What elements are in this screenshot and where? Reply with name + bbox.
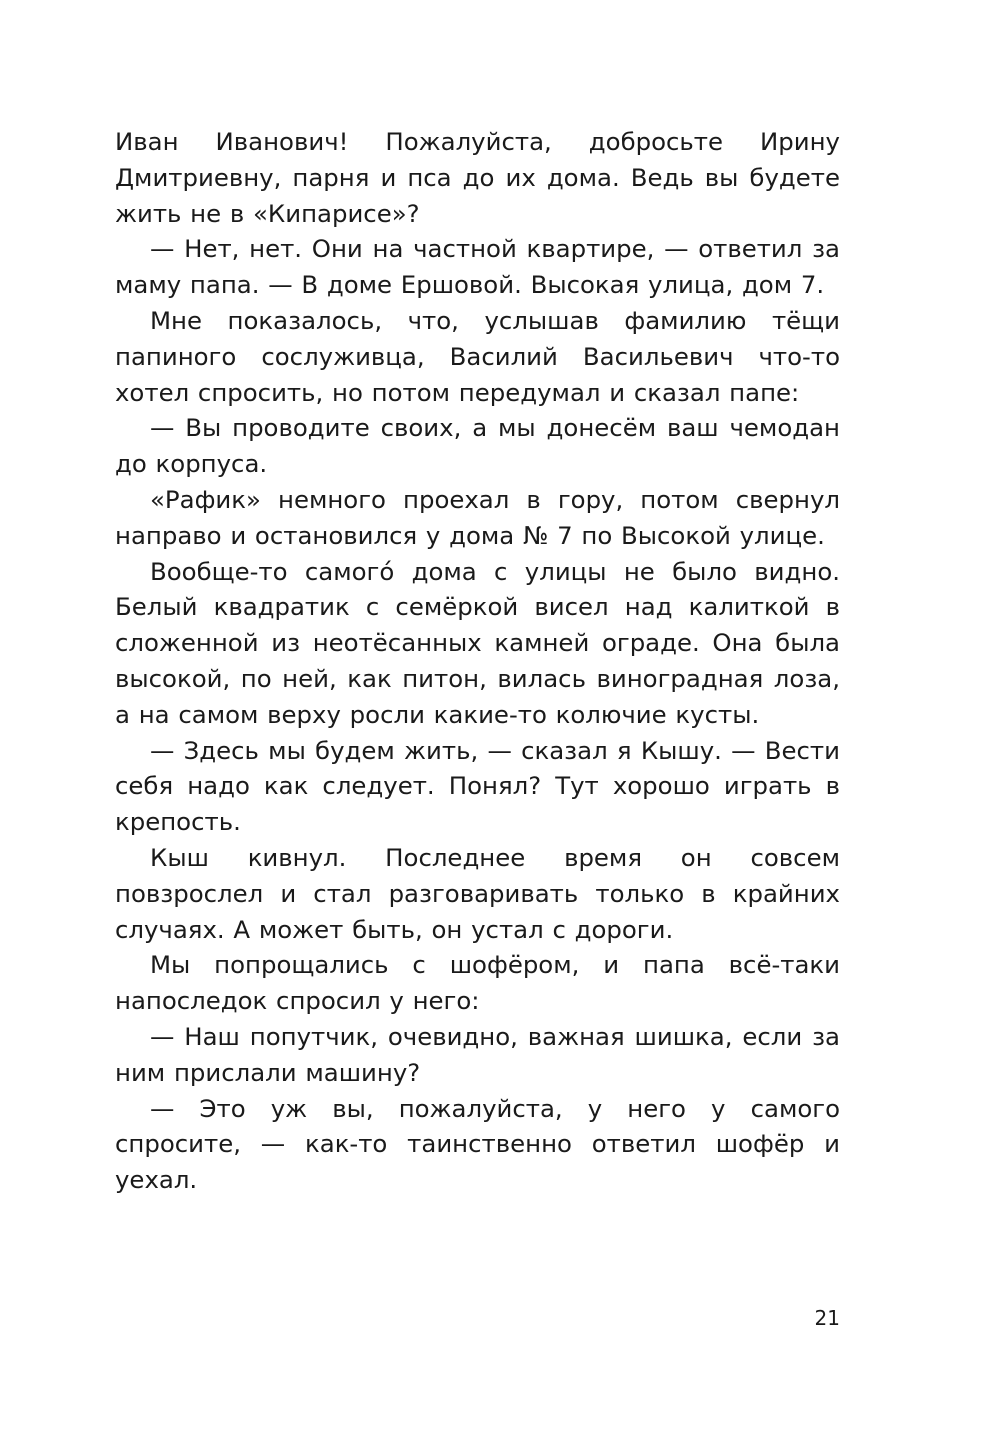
paragraph: Кыш кивнул. Последнее время он совсем повзрослел и стал разговаривать только в крайних случаях. А может быть, он устал с дороги.: [115, 842, 840, 944]
body-text: [115, 124, 840, 1198]
paragraph: «Рафик» немного проехал в гору, потом свернул направо и остановился у дома № 7 по Высокой улице.: [115, 484, 840, 550]
page-number: 21: [814, 1306, 840, 1330]
paragraph-continuation: Иван Иванович! Пожалуйста, добросьте Ирину Дмитриевну, парня и пса до их дома. Ведь вы будете жить не в «Кипарисе»?: [115, 127, 840, 228]
paragraph-dialogue: — Нет, нет. Они на частной квартире, — ответил за маму папа. — В доме Ершовой. Высокая улица, дом 7.: [115, 234, 840, 300]
paragraph-dialogue: — Это уж вы, пожалуйста, у него у самого спросите, — как-то таинственно ответил шофёр и уехал.: [115, 1093, 840, 1195]
paragraph-dialogue: — Наш попутчик, очевидно, важная шишка, если за ним прислали машину?: [115, 1021, 840, 1087]
paragraph: Мы попрощались с шофёром, и папа всё-таки напоследок спросил у него:: [115, 950, 840, 1016]
paragraph: Мне показалось, что, услышав фамилию тёщи папиного сослуживца, Василий Васильевич что-то хотел спросить, но потом передумал и сказал папе:: [115, 305, 840, 407]
paragraph-dialogue: — Вы проводите своих, а мы донесём ваш чемодан до корпуса.: [115, 413, 840, 479]
paragraph: Вообще-то самого́ дома с улицы не было видно. Белый квадратик с семёркой висел над калиткой в сложенной из неотёсанных камней ограде. Она была высокой, по ней, как питон, вилась виноградная лоза, а на самом верху росли какие-то колючие кусты.: [115, 556, 840, 729]
paragraph-dialogue: — Здесь мы будем жить, — сказал я Кышу. — Вести себя надо как следует. Понял? Тут хорошо играть в крепость.: [115, 735, 840, 837]
